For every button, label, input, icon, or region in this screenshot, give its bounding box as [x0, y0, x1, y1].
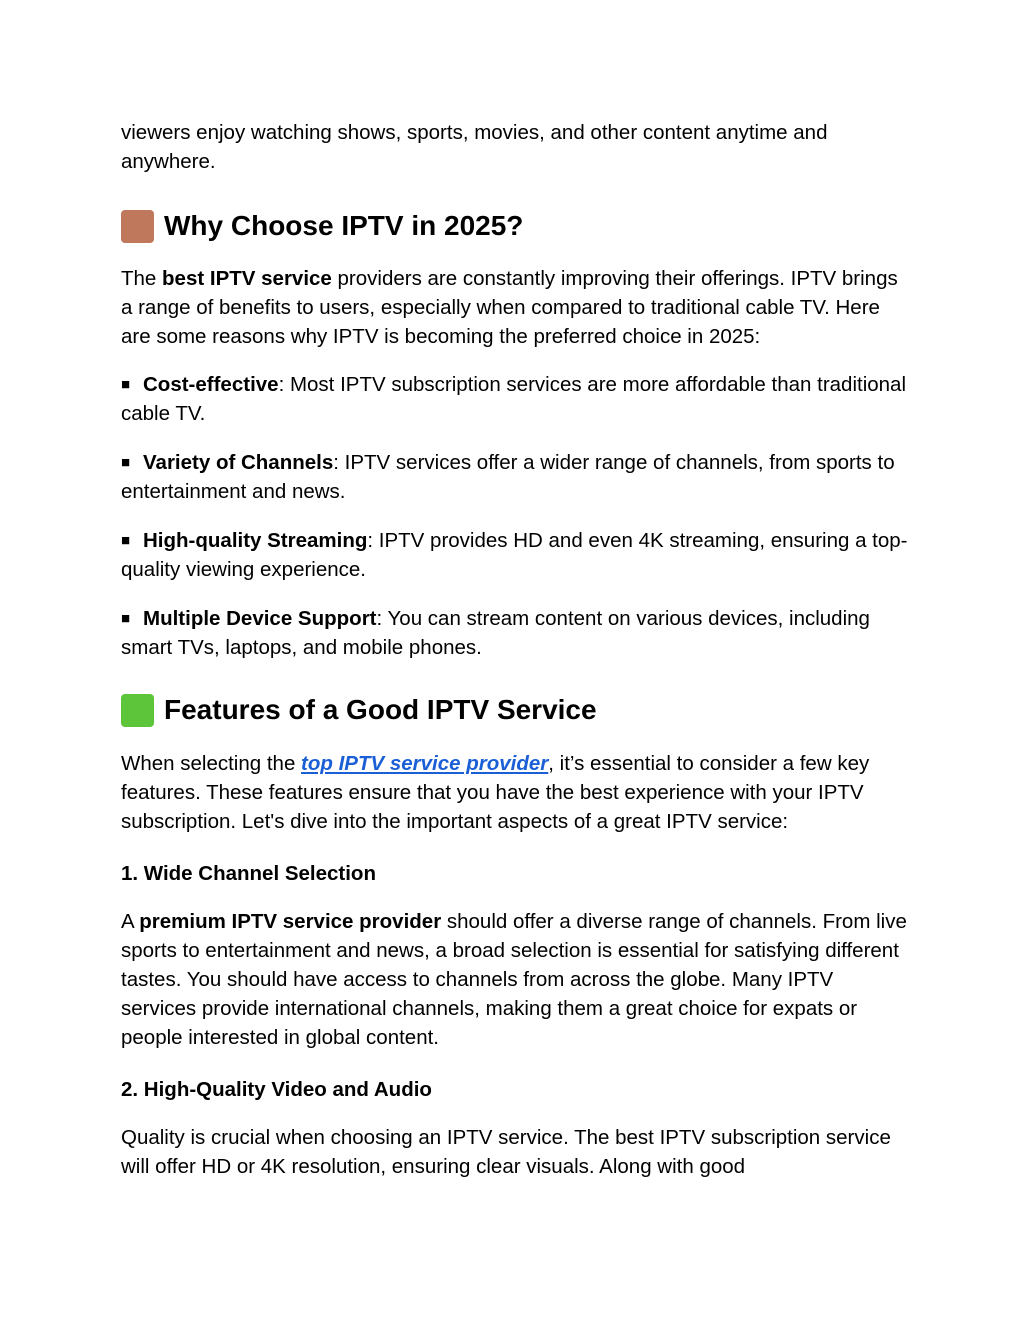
- bullet-title: High-quality Streaming: [143, 529, 368, 552]
- bold-text: premium IPTV service provider: [139, 910, 442, 933]
- intro-paragraph: viewers enjoy watching shows, sports, movies, and other content anytime and anywhere.: [121, 121, 828, 173]
- top-iptv-provider-link[interactable]: top IPTV service provider: [301, 752, 549, 775]
- bullet-text: : You can stream content on various devices, including smart TVs, laptops, and mobile phones.: [121, 607, 870, 659]
- bullet-title: Cost-effective: [143, 373, 279, 396]
- subheading-channel-selection: 1. Wide Channel Selection: [121, 862, 376, 885]
- bullet-title: Multiple Device Support: [143, 607, 377, 630]
- text-run: When selecting the: [121, 752, 302, 775]
- bullet-text: : IPTV provides HD and even 4K streaming, ensuring a top-quality viewing experience.: [121, 529, 908, 581]
- bold-text: best IPTV service: [162, 267, 332, 290]
- brown-square-icon: [121, 210, 154, 243]
- text-run: providers are constantly improving their offerings. IPTV brings a range of benefits to users, especially when compared to traditional cable TV. Here are some reasons why IPTV is becoming the preferred choice in 2025:: [121, 267, 898, 348]
- bullet-text: : Most IPTV subscription services are more affordable than traditional cable TV.: [121, 373, 907, 425]
- subheading-video-audio: 2. High-Quality Video and Audio: [121, 1078, 432, 1101]
- features-paragraph: [121, 749, 911, 836]
- text-run: should offer a diverse range of channels. From live sports to entertainment and news, a broad selection is essential for satisfying different tastes. You should have access to channels from across the globe. Many IPTV services provide international channels, making them a great choice for expats or people interested in global content.: [121, 910, 907, 1049]
- list-item: [121, 526, 911, 584]
- section-heading-features: [121, 692, 597, 728]
- green-square-icon: [121, 694, 154, 727]
- section-heading-why-choose: [121, 208, 523, 244]
- text-run: , it’s essential to consider a few key features. These features ensure that you have the best experience with your IPTV subscription. Let's dive into the important aspects of a great IPTV service:: [121, 752, 870, 833]
- list-item: [121, 448, 911, 506]
- bullet-text: : IPTV services offer a wider range of channels, from sports to entertainment and news.: [121, 451, 895, 503]
- square-bullet-icon: ■: [121, 376, 131, 393]
- square-bullet-icon: ■: [121, 532, 131, 549]
- text-run: The: [121, 267, 163, 290]
- square-bullet-icon: ■: [121, 454, 131, 471]
- section-heading-text: Why Choose IPTV in 2025?: [164, 210, 524, 241]
- video-audio-paragraph: Quality is crucial when choosing an IPTV service. The best IPTV subscription service will offer HD or 4K resolution, ensuring clear visuals. Along with good: [121, 1126, 891, 1178]
- square-bullet-icon: ■: [121, 610, 131, 627]
- section-heading-text: Features of a Good IPTV Service: [164, 694, 597, 725]
- list-item: [121, 604, 911, 662]
- why-choose-paragraph: [121, 264, 911, 351]
- text-run: A: [121, 910, 140, 933]
- bullet-title: Variety of Channels: [143, 451, 334, 474]
- list-item: [121, 370, 911, 428]
- channel-selection-paragraph: [121, 907, 911, 1052]
